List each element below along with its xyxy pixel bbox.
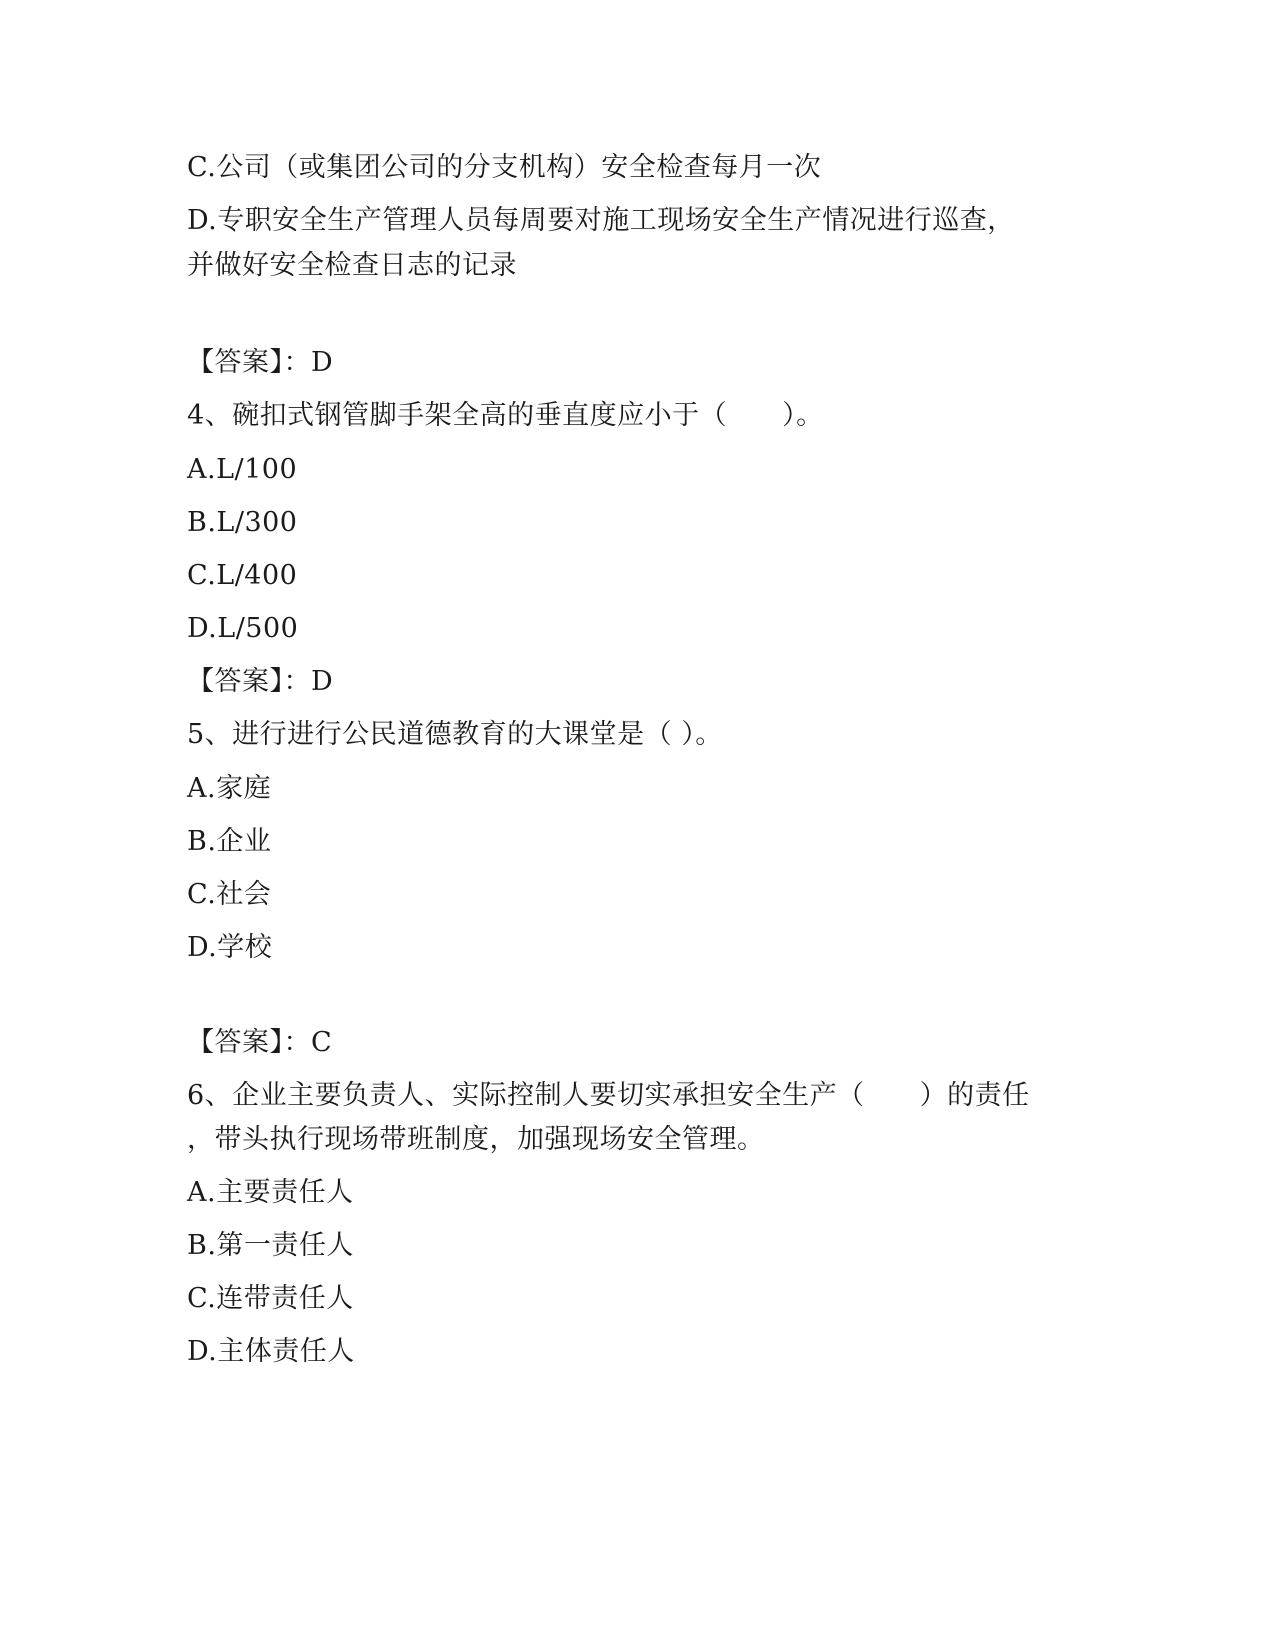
q5-option-b: B.企业 xyxy=(187,826,272,857)
q5-question: 5、进行进行公民道德教育的大课堂是（ ）。 xyxy=(187,719,723,750)
q6-question-line1: 6、企业主要负责人、实际控制人要切实承担安全生产（ ）的责任 xyxy=(187,1080,1030,1111)
q6-option-a: A.主要责任人 xyxy=(187,1177,354,1208)
q6-option-d: D.主体责任人 xyxy=(187,1336,355,1367)
q3-answer: 【答案】：D xyxy=(187,347,334,378)
q5-option-a: A.家庭 xyxy=(187,773,272,804)
q6-question-line2: ，带头执行现场带班制度，加强现场安全管理。 xyxy=(187,1124,765,1155)
q6-option-b: B.第一责任人 xyxy=(187,1230,354,1261)
q6-option-c: C.连带责任人 xyxy=(187,1283,354,1314)
q4-option-c: C.L/400 xyxy=(187,560,298,591)
q3-option-d-line1: D.专职安全生产管理人员每周要对施工现场安全生产情况进行巡查， xyxy=(187,205,1015,236)
q5-option-d: D.学校 xyxy=(187,932,273,963)
q4-option-b: B.L/300 xyxy=(187,507,298,538)
q4-question: 4、碗扣式钢管脚手架全高的垂直度应小于（ ）。 xyxy=(187,400,824,431)
q5-answer: 【答案】：C xyxy=(187,1027,333,1058)
q3-option-d-line2: 并做好安全检查日志的记录 xyxy=(187,250,517,281)
q4-answer: 【答案】：D xyxy=(187,666,334,697)
q5-option-c: C.社会 xyxy=(187,879,272,910)
q3-option-c: C.公司（或集团公司的分支机构）安全检查每月一次 xyxy=(187,152,822,183)
q4-option-d: D.L/500 xyxy=(187,613,299,644)
q4-option-a: A.L/100 xyxy=(187,454,298,485)
